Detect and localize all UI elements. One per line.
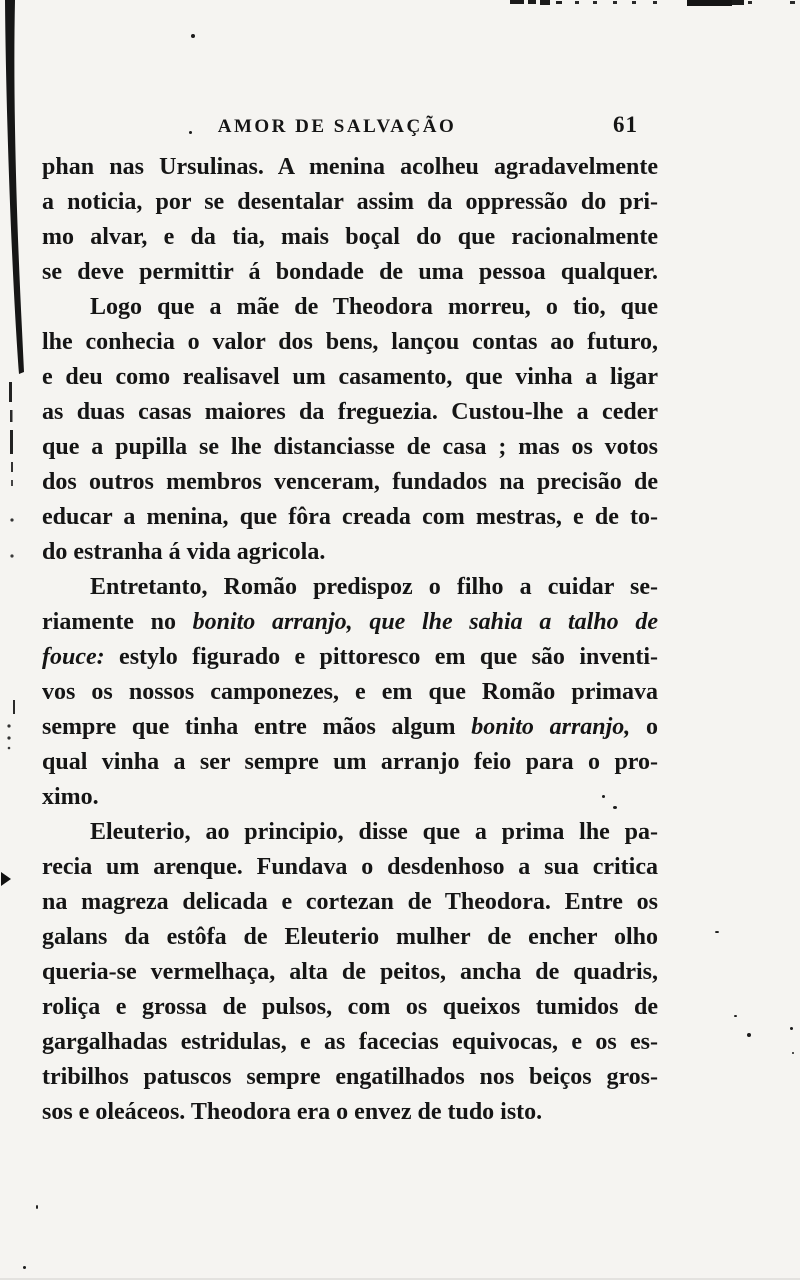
scan-speck [747, 1033, 751, 1037]
text-line [42, 990, 658, 1025]
italic-text: bonito arranjo, [471, 714, 631, 740]
text-segment: sempre que tinha entre mãos algum [42, 714, 472, 740]
text-segment: vos os nossos camponezes, e em que Romão primava [42, 679, 658, 705]
text-line [42, 465, 658, 500]
text-line [42, 430, 658, 465]
text-line [42, 885, 658, 920]
text-line [42, 1095, 658, 1130]
text-segment: estylo figurado e pittoresco em que são inventi- [104, 644, 658, 670]
text-line [42, 255, 658, 290]
text-segment: tribilhos patuscos sempre engatilhados nos beiços gros- [42, 1064, 658, 1090]
page-body [42, 150, 658, 1130]
italic-text: fouce: [42, 644, 105, 670]
text-segment: dos outros membros venceram, fundados na precisão de [42, 469, 658, 495]
scan-speck [792, 1052, 794, 1054]
scan-top-edge-marks [0, 0, 800, 10]
text-segment: riamente no [42, 609, 193, 635]
text-line [42, 1060, 658, 1095]
text-segment: phan nas Ursulinas. A menina acolheu agradavelmente [42, 154, 658, 180]
text-line [42, 500, 658, 535]
text-segment: educar a menina, que fôra creada com mestras, e de to- [42, 504, 658, 530]
text-line [42, 815, 658, 850]
italic-text: bonito arranjo, que lhe sahia a talho de [192, 609, 658, 635]
text-line [42, 150, 658, 185]
text-segment: o [630, 714, 658, 740]
text-segment: queria-se vermelhaça, alta de peitos, ancha de quadris, [42, 959, 658, 985]
running-head-title: AMOR DE SALVAÇÃO [217, 116, 457, 137]
text-segment: que a pupilla se lhe distanciasse de casa ; mas os votos [42, 434, 658, 460]
text-segment: sos e oleáceos. Theodora era o envez de tudo isto. [42, 1099, 543, 1125]
text-line [42, 185, 658, 220]
text-line [42, 290, 658, 325]
text-line [42, 955, 658, 990]
text-segment: galans da estôfa de Eleuterio mulher de encher olho [42, 924, 658, 950]
text-line [42, 1025, 658, 1060]
text-segment: lhe conhecia o valor dos bens, lançou contas ao futuro, [42, 329, 658, 355]
text-segment: Logo que a mãe de Theodora morreu, o tio, que [90, 294, 658, 320]
text-line [42, 325, 658, 360]
text-line [42, 395, 658, 430]
scan-speck [715, 931, 719, 933]
text-line [42, 570, 658, 605]
text-segment: se deve permittir á bondade de uma pessoa qualquer. [42, 259, 658, 285]
text-line [42, 920, 658, 955]
text-line [42, 745, 658, 780]
text-segment: Entretanto, Romão predispoz o filho a cuidar se- [90, 574, 658, 600]
text-segment: do estranha á vida agricola. [42, 539, 326, 565]
text-line [42, 535, 658, 570]
scan-speck [790, 1027, 793, 1030]
text-line [42, 605, 658, 640]
text-segment: as duas casas maiores da freguezia. Custou-lhe a ceder [42, 399, 658, 425]
scan-speck [23, 1266, 26, 1269]
text-line [42, 360, 658, 395]
text-line [42, 675, 658, 710]
text-segment: gargalhadas estridulas, e as facecias equivocas, e os es- [42, 1029, 658, 1055]
text-segment: recia um arenque. Fundava o desdenhoso a sua critica [42, 854, 658, 880]
scan-speck [191, 34, 195, 38]
text-line [42, 710, 658, 745]
text-line [42, 640, 658, 675]
text-segment: e deu como realisavel um casamento, que vinha a ligar [42, 364, 658, 390]
page-number: 61 [613, 112, 638, 137]
scan-speck [734, 1015, 737, 1017]
text-segment: na magreza delicada e cortezan de Theodora. Entre os [42, 889, 658, 915]
text-line [42, 850, 658, 885]
text-segment: qual vinha a ser sempre um arranjo feio para o pro- [42, 749, 658, 775]
scan-margin-triangle-mark [1, 872, 11, 886]
text-segment: a noticia, por se desentalar assim da oppressão do pri- [42, 189, 658, 215]
scan-speck [36, 1205, 38, 1209]
text-segment: roliça e grossa de pulsos, com os queixos tumidos de [42, 994, 658, 1020]
text-segment: Eleuterio, ao principio, disse que a prima lhe pa- [90, 819, 658, 845]
text-segment: mo alvar, e da tia, mais boçal do que racionalmente [42, 224, 658, 250]
text-line [42, 220, 658, 255]
text-line [42, 780, 658, 815]
text-segment: ximo. [42, 784, 99, 810]
